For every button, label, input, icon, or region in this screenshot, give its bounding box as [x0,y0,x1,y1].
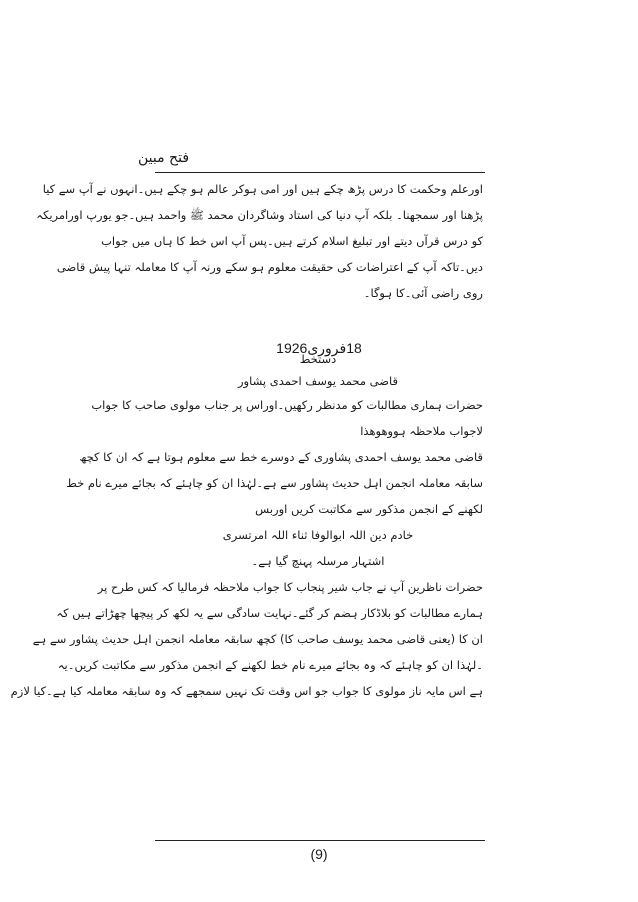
paragraph1-line-5: روی راضی آئی۔کا ہوگا۔ [363,286,483,300]
paragraph1-line-1: اورعلم وحکمت کا درس پڑھ چکے ہیں اور امی ہوکر عالم ہو چکے ہیں۔انہوں نے آپ سے کیا [42,182,483,196]
paragraph4-line-4: ۔لہٰذا ان کو چاہئے کہ وہ بجائے میرے نام خط لکھنے کے انجمن مذکور سے مکاتبت کریں۔یہ [57,658,483,672]
paragraph2-line-1: حضرات ہماری مطالبات کو مدنظر رکھیں۔اوراس پر جناب مولوی صاحب کا جواب [91,398,483,412]
header-rule [155,172,485,173]
paragraph1-line-3: کو درس قرآں دیتے اور تبلیغ اسلام کرتے ہیں۔پس آپ اس خط کا ہاں میں جواب [101,234,483,248]
paragraph1-line-2: پڑھنا اور سمجھنا۔ بلکہ آپ دنیا کی استاد وشاگردان محمد ﷺ واحمد ہیں۔جو یورپ اورامریکہ [36,208,483,222]
paragraph3-line-1: قاضی محمد یوسف احمدی پشاوری کے دوسرے خط سے معلوم ہوتا ہے کہ ان کا کچھ [79,450,483,464]
paragraph3-line-2: سابقہ معاملہ انجمن اہل حدیث پشاور سے ہے۔لہٰذا ان کو چاہئے کہ بجائے میرے نام خط [66,476,483,490]
paragraph4-line-3: ان کا (یعنی قاضی محمد یوسف صاحب کا) کچھ سابقہ معاملہ انجمن اہل حدیث پشاور سے ہے [32,632,483,646]
paragraph3-line-3: لکھنے کے انجمن مذکور سے مکاتبت کریں اوربس [255,502,483,516]
signature-name: قاضی محمد یوسف احمدی پشاور [238,374,398,388]
signoff: خادم دین اللہ ابوالوفا ثناء اللہ امرتسری [222,528,414,542]
page-number: (9) [310,846,328,862]
running-header-title: فتح مبین [138,150,190,166]
notice: اشتہار مرسلہ پہنچ گیا ہے۔ [251,554,385,568]
paragraph4-line-5: ہے اس مایہ ناز مولوی کا جواب جو اس وقت تک نہیں سمجھے کہ وہ سابقہ معاملہ کیا ہے۔کیا لازم [10,684,483,698]
paragraph1-line-4: دیں۔تاکہ آپ کے اعتراضات کی حقیقت معلوم ہو سکے ورنہ آپ کا معاملہ تنہا پیش قاضی [56,260,483,274]
footer-rule [155,840,485,841]
paragraph2-line-2: لاجواب ملاحظہ ہووھوھذا [360,424,483,438]
letter-date: 18فروری1926 [276,340,362,356]
paragraph4-line-1: حضرات ناظرین آپ نے جاب شیر پنجاب کا جواب ملاحظہ فرمالیا کہ کس طرح پر [97,580,483,594]
signature-label: دستخط [299,352,337,366]
paragraph4-line-2: ہمارے مطالبات کو بلاڈکار ہضم کر گئے۔نہایت سادگی سے یہ لکھ کر پیچھا چھڑاتے ہیں کہ [56,606,483,620]
